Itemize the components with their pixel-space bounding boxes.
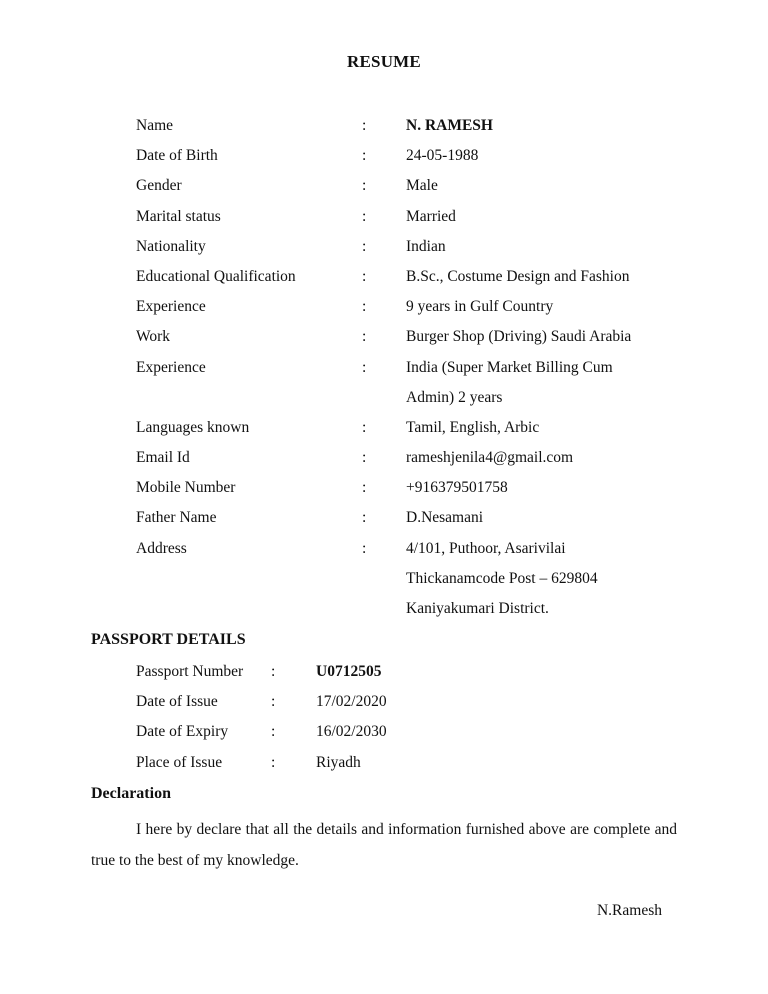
detail-colon: :: [362, 207, 367, 225]
detail-row: [136, 446, 696, 476]
detail-colon: :: [362, 539, 367, 557]
detail-row: [136, 386, 696, 416]
detail-value: 4/101, Puthoor, Asarivilai: [406, 539, 566, 557]
detail-value: Riyadh: [316, 753, 361, 771]
detail-colon: :: [362, 418, 367, 436]
detail-label: Languages known: [136, 418, 250, 436]
detail-row: [136, 660, 536, 690]
detail-colon: :: [362, 479, 367, 497]
detail-value: 24-05-1988: [406, 147, 479, 165]
detail-value: N. RAMESH: [406, 117, 493, 134]
detail-row: [136, 114, 696, 144]
passport-details: [136, 660, 536, 781]
detail-label: Experience: [136, 298, 206, 316]
declaration-heading: Declaration: [91, 785, 171, 802]
detail-row: [136, 597, 696, 627]
detail-value: Married: [406, 207, 456, 225]
detail-label: Place of Issue: [136, 753, 223, 771]
detail-colon: :: [271, 723, 276, 741]
detail-value: Male: [406, 177, 438, 195]
detail-label: Date of Birth: [136, 147, 218, 165]
detail-row: [136, 174, 696, 204]
detail-value: Thickanamcode Post – 629804: [406, 569, 598, 587]
detail-value: Burger Shop (Driving) Saudi Arabia: [406, 328, 632, 346]
detail-value: rameshjenila4@gmail.com: [406, 449, 574, 467]
detail-value: U0712505: [316, 663, 382, 680]
detail-value: Tamil, English, Arbic: [406, 418, 540, 436]
detail-row: [136, 325, 696, 355]
passport-heading: PASSPORT DETAILS: [91, 631, 246, 648]
detail-value: 17/02/2020: [316, 693, 387, 711]
detail-colon: :: [362, 449, 367, 467]
detail-colon: :: [271, 693, 276, 711]
detail-value: Kaniyakumari District.: [406, 600, 549, 617]
detail-colon: :: [362, 237, 367, 255]
detail-colon: :: [271, 753, 276, 771]
detail-value: Indian: [406, 237, 446, 255]
detail-row: [136, 720, 536, 750]
detail-label: Experience: [136, 358, 206, 376]
detail-row: [136, 416, 696, 446]
detail-label: Name: [136, 117, 174, 134]
detail-value: B.Sc., Costume Design and Fashion: [406, 267, 630, 285]
detail-row: [136, 537, 696, 567]
detail-row: [136, 265, 696, 295]
detail-label: Address: [136, 539, 187, 557]
detail-row: [136, 506, 696, 536]
declaration-text: I here by declare that all the details and information furnished above are complete and true to the best of my knowledge.: [91, 821, 677, 869]
detail-label: Educational Qualification: [136, 267, 296, 285]
detail-row: [136, 205, 696, 235]
detail-colon: :: [362, 117, 367, 134]
detail-value: 9 years in Gulf Country: [406, 298, 554, 316]
detail-colon: :: [362, 177, 367, 195]
detail-colon: :: [362, 509, 367, 527]
detail-row: [136, 690, 536, 720]
personal-details: [136, 114, 696, 627]
detail-value: +916379501758: [406, 479, 508, 497]
detail-label: Father Name: [136, 509, 217, 527]
detail-value: D.Nesamani: [406, 509, 484, 527]
detail-colon: :: [362, 147, 367, 165]
signature: N.Ramesh: [596, 902, 662, 919]
detail-row: [136, 476, 696, 506]
detail-row: [136, 295, 696, 325]
detail-colon: :: [362, 298, 367, 316]
detail-label: Gender: [136, 177, 182, 195]
detail-label: Mobile Number: [136, 479, 236, 497]
detail-label: Marital status: [136, 207, 221, 225]
detail-colon: :: [362, 267, 367, 285]
detail-colon: :: [362, 328, 367, 346]
detail-label: Work: [136, 328, 171, 346]
document-title: RESUME: [347, 52, 421, 71]
detail-row: [136, 356, 696, 386]
detail-row: [136, 751, 536, 781]
detail-label: Email Id: [136, 449, 190, 467]
detail-colon: :: [271, 663, 276, 680]
detail-label: Passport Number: [136, 663, 244, 680]
detail-value: 16/02/2030: [316, 723, 387, 741]
detail-label: Date of Issue: [136, 693, 218, 711]
detail-value: Admin) 2 years: [406, 388, 503, 406]
detail-row: [136, 567, 696, 597]
detail-label: Date of Expiry: [136, 723, 229, 741]
detail-value: India (Super Market Billing Cum: [406, 358, 613, 376]
detail-label: Nationality: [136, 237, 206, 255]
detail-row: [136, 144, 696, 174]
detail-row: [136, 235, 696, 265]
detail-colon: :: [362, 358, 367, 376]
